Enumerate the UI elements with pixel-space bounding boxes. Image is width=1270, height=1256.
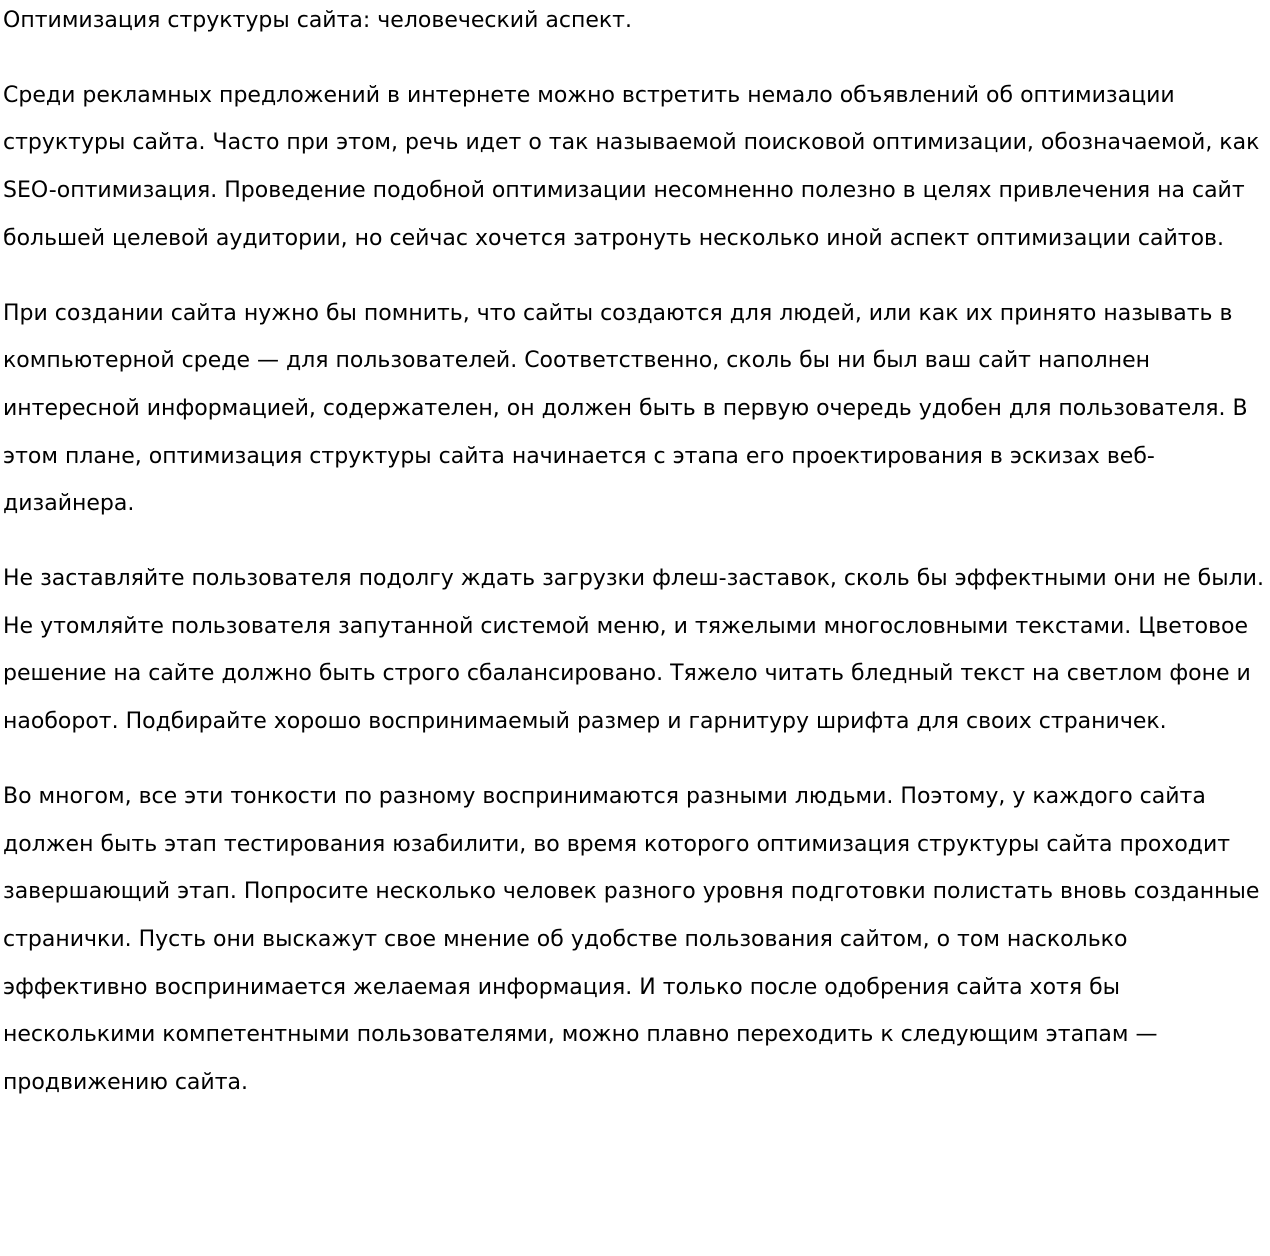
- paragraph: Не заставляйте пользователя подолгу ждать загрузки флеш-заставок, сколь бы эффектными они не были. Не утомляйте пользователя запутанной системой меню, и тяжелыми многословными текстами. Цветовое решение на сайте должно быть строго сбалансировано. Тяжело читать бледный текст на светлом фоне и наоборот. Подбирайте хорошо воспринимаемый размер и гарнитуру шрифта для своих страничек.: [3, 566, 1264, 735]
- paragraph: При создании сайта нужно бы помнить, что сайты создаются для людей, или как их принято называть в компьютерной среде — для пользователей. Соответственно, сколь бы ни был ваш сайт наполнен интересной информацией, содержателен, он должен быть в первую очередь удобен для пользователя. В этом плане, оптимизация структуры сайта начинается с этапа его проектирования в эскизах веб-дизайнера.: [3, 300, 1248, 517]
- page-title: Оптимизация структуры сайта: человеческий аспект.: [3, 8, 632, 33]
- paragraph: Во многом, все эти тонкости по разному воспринимаются разными людьми. Поэтому, у каждого сайта должен быть этап тестирования юзабилити, во время которого оптимизация структуры сайта проходит завершающий этап. Попросите несколько человек разного уровня подготовки полистать вновь созданные странички. Пусть они выскажут свое мнение об удобстве пользования сайтом, о том насколько эффективно воспринимается желаемая информация. И только после одобрения сайта хотя бы несколькими компетентными пользователями, можно плавно переходить к следующим этапам — продвижению сайта.: [3, 783, 1260, 1096]
- paragraph: Среди рекламных предложений в интернете можно встретить немало объявлений об оптимизации структуры сайта. Часто при этом, речь идет о так называемой поисковой оптимизации, обозначаемой, как SEO-оптимизация. Проведение подобной оптимизации несомненно полезно в целях привлечения на сайт большей целевой аудитории, но сейчас хочется затронуть несколько иной аспект оптимизации сайтов.: [3, 82, 1260, 251]
